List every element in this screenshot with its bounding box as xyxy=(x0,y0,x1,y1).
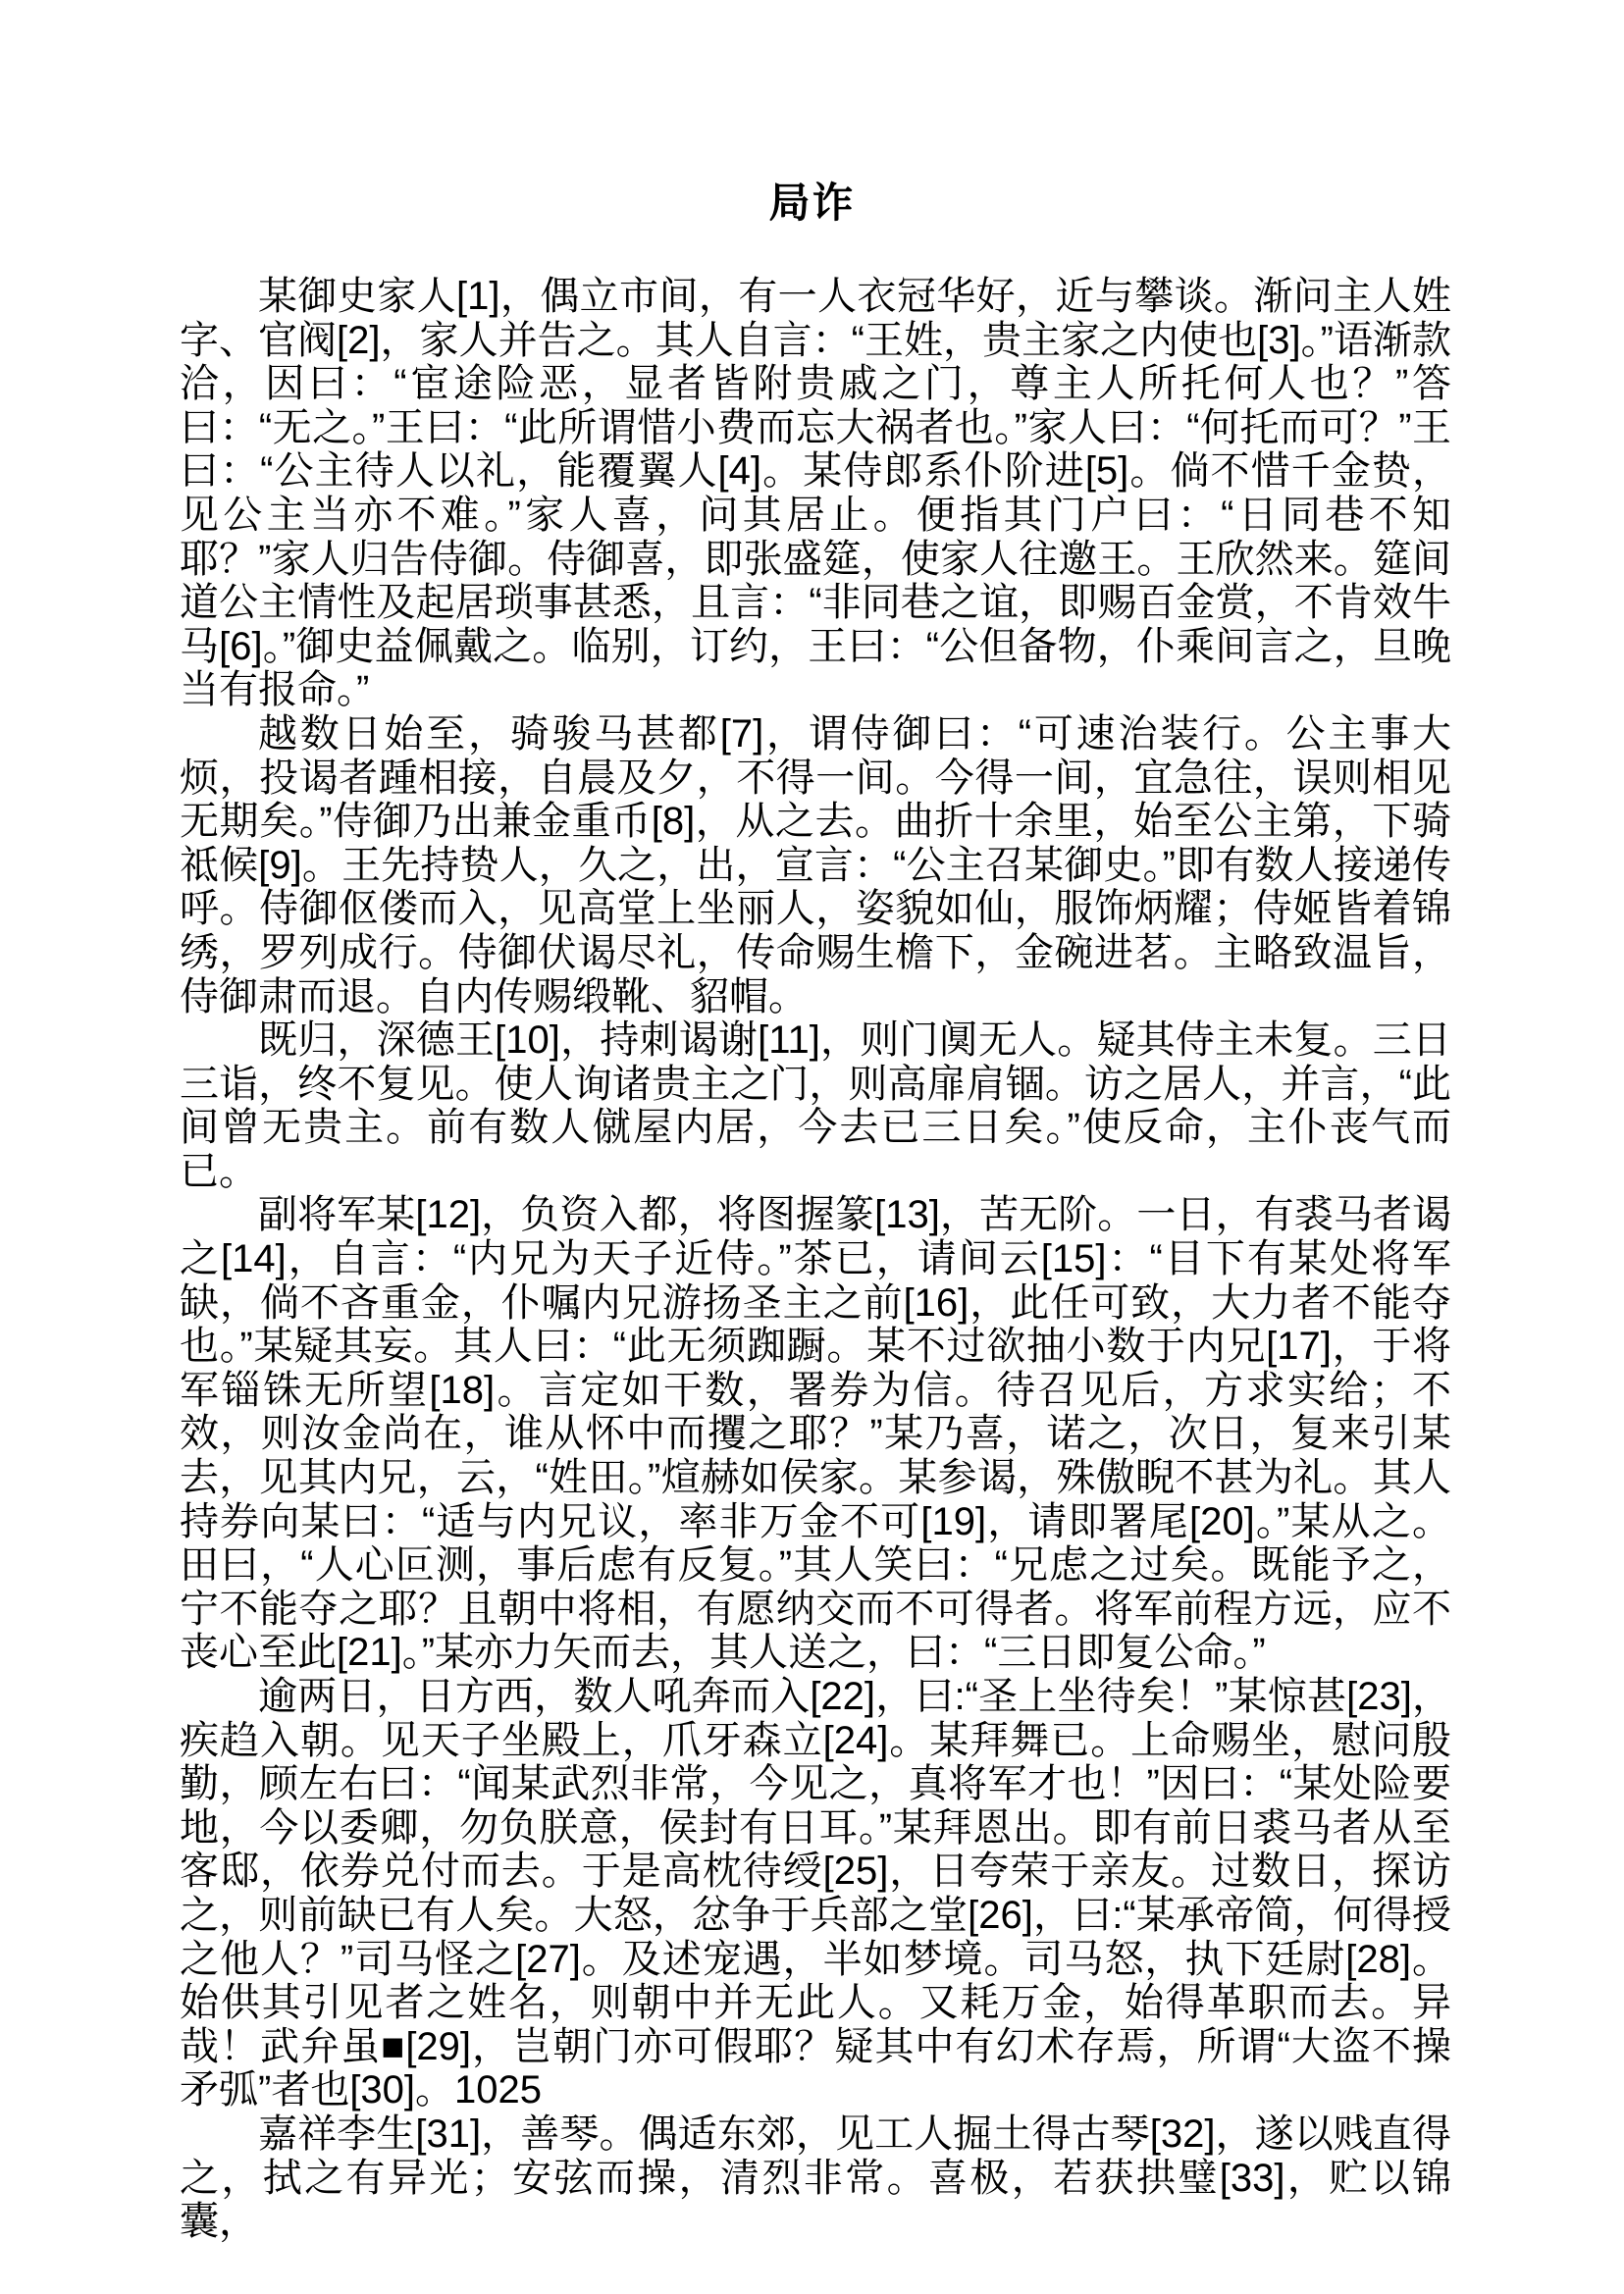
story-paragraph: 逾两日，日方西，数人吼奔而入[22]，曰:“圣上坐待矣！”某惊甚[23]，疾趋入朝。见天子坐殿上，爪牙森立[24]。某拜舞已。上命赐坐，慰问殷勤，顾左右曰：“闻某武烈非常，今见之，真将军才也！”因曰：“某处险要地，今以委卿，勿负朕意，侯封有日耳。”某拜恩出。即有前日裘马者从至客邸，依券兑付而去。于是高枕待绶[25]，日夸荣于亲友。过数日，探访之，则前缺已有人矣。大怒，忿争于兵部之堂[26]，曰:“某承帝简，何得授之他人？”司马怪之[27]。及述宠遇，半如梦境。司马怒，执下廷尉[28]。始供其引见者之姓名，则朝中并无此人。又耗万金，始得革职而去。异哉！武弁虽■[29]，岂朝门亦可假耶？疑其中有幻术存焉，所谓“大盗不操矛弧”者也[30]。1025 xyxy=(180,1675,1451,2112)
story-title: 局诈 xyxy=(768,180,856,226)
story-paragraph: 越数日始至，骑骏马甚都[7]，谓侍御曰：“可速治装行。公主事大烦，投谒者踵相接，自晨及夕，不得一间。今得一间，宜急往，误则相见无期矣。”侍御乃出兼金重币[8]，从之去。曲折十余里，始至公主第，下骑祗候[9]。王先持贽人，久之，出，宣言：“公主召某御史。”即有数人接递传呼。侍御伛偻而入，见高堂上坐丽人，姿貌如仙，服饰炳耀；侍姬皆着锦绣，罗列成行。侍御伏谒尽礼，传命赐生檐下，金碗进茗。主略致温旨，侍御肃而退。自内传赐缎靴、貂帽。 xyxy=(180,711,1451,1018)
story-paragraph: 嘉祥李生[31]，善琴。偶适东郊，见工人掘土得古琴[32]，遂以贱直得之，拭之有异光；安弦而操，清烈非常。喜极，若获拱璧[33]，贮以锦囊， xyxy=(180,2112,1451,2244)
story-paragraph: 既归，深德王[10]，持刺谒谢[11]，则门阒无人。疑其侍主未复。三日三诣，终不复见。使人询诸贵主之门，则高扉肩锢。访之居人，并言，“此间曾无贵主。前有数人僦屋内居，今去已三日矣。”使反命，主仆丧气而已。 xyxy=(180,1018,1451,1193)
story-paragraph: 某御史家人[1]，偶立市间，有一人衣冠华好，近与攀谈。渐问主人姓字、官阀[2]，家人并告之。其人自言：“王姓，贵主家之内使也[3]。”语渐款洽，因曰：“宦途险恶，显者皆附贵戚之门，尊主人所托何人也？”答曰：“无之。”王曰：“此所谓惜小费而忘大祸者也。”家人曰：“何托而可？”王曰：“公主待人以礼，能覆翼人[4]。某侍郎系仆阶进[5]。倘不惜千金贽，见公主当亦不难。”家人喜，问其居止。便指其门户曰：“日同巷不知耶？”家人归告侍御。侍御喜，即张盛筵，使家人往邀王。王欣然来。筵间道公主情性及起居琐事甚悉，且言：“非同巷之谊，即赐百金赏，不肯效牛马[6]。”御史益佩戴之。临别，订约，王曰：“公但备物，仆乘间言之，旦晚当有报命。” xyxy=(180,275,1451,712)
story-body xyxy=(180,275,1451,2244)
story-paragraph: 副将军某[12]，负资入都，将图握篆[13]，苦无阶。一日，有裘马者谒之[14]，自言：“内兄为天子近侍。”茶已，请间云[15]：“目下有某处将军缺，倘不吝重金，仆嘱内兄游扬圣主之前[16]，此任可致，大力者不能夺也。”某疑其妄。其人曰：“此无须踟蹰。某不过欲抽小数于内兄[17]，于将军锱铢无所望[18]。言定如干数，署券为信。待召见后，方求实给；不效，则汝金尚在，谁从怀中而攫之耶？”某乃喜，诺之，次日，复来引某去，见其内兄，云，“姓田。”煊赫如侯家。某参谒，殊傲睨不甚为礼。其人持券向某曰：“适与内兄议，率非万金不可[19]，请即署尾[20]。”某从之。田曰，“人心叵测，事后虑有反复。”其人笑曰：“兄虑之过矣。既能予之，宁不能夺之耶？且朝中将相，有愿纳交而不可得者。将军前程方远，应不丧心至此[21]。”某亦力矢而去，其人送之，曰：“三日即复公命。” xyxy=(180,1193,1451,1675)
